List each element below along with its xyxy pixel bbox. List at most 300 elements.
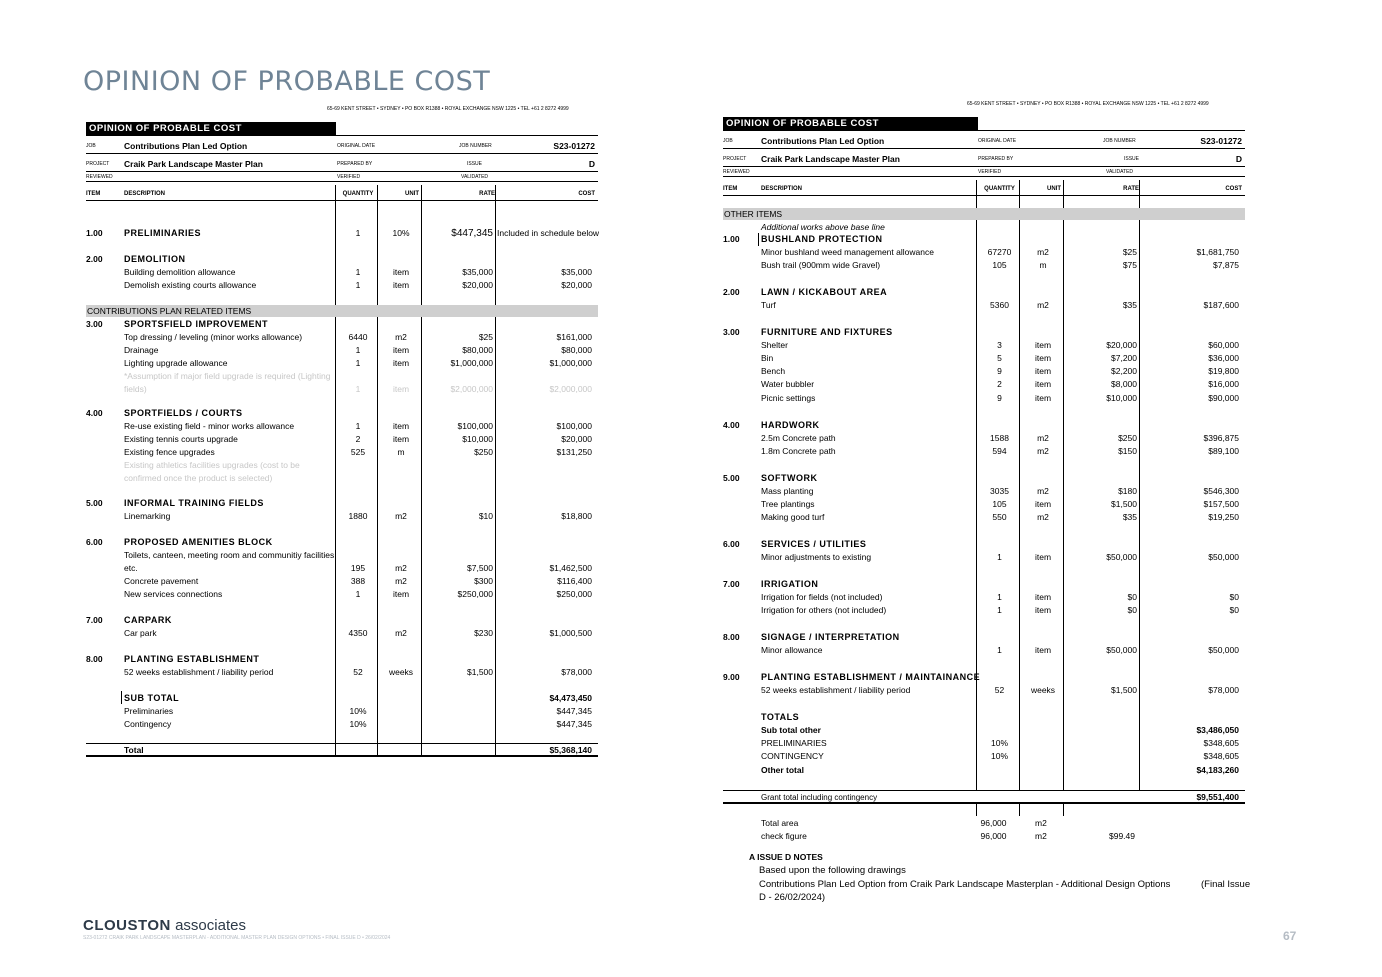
line-item-description: Existing fence upgrades xyxy=(124,447,215,457)
column-divider xyxy=(1019,804,1020,816)
meta-rule xyxy=(86,153,598,154)
column-header-description: DESCRIPTION xyxy=(124,191,166,197)
validated-label: VALIDATED xyxy=(461,174,489,180)
rate-cell: $1,500 xyxy=(467,667,493,677)
rate-cell: $100,000 xyxy=(457,421,493,431)
unit-cell: item xyxy=(1034,340,1052,350)
column-header-rule xyxy=(86,200,598,201)
column-header-quantity: QUANTITY xyxy=(342,191,374,197)
grand-total-rule xyxy=(723,790,1245,791)
line-item-description: Existing athletics facilities upgrades (cost to be xyxy=(124,460,300,470)
cost-cell: $89,100 xyxy=(1208,446,1239,456)
item-number: 8.00 xyxy=(86,654,103,664)
unit-cell: m2 xyxy=(395,563,407,573)
quantity-cell: 388 xyxy=(350,576,366,586)
item-number: 1.00 xyxy=(86,228,103,238)
item-number: 8.00 xyxy=(723,632,740,642)
rate-cell: $10 xyxy=(478,511,493,521)
rate-cell: $300 xyxy=(474,576,493,586)
contingency-label: CONTINGENCY xyxy=(761,751,824,761)
cost-cell: $396,875 xyxy=(1203,433,1239,443)
unit-cell: item xyxy=(392,267,410,277)
quantity-cell: 1 xyxy=(355,589,361,599)
section-band xyxy=(723,208,1245,220)
column-divider xyxy=(976,804,977,816)
address-line: 65-69 KENT STREET • SYDNEY • PO BOX R1388 • ROYAL EXCHANGE NSW 1225 • TEL +61 2 8272 4999 xyxy=(327,106,569,112)
quantity-cell: 5 xyxy=(997,353,1002,363)
other-total-label: Other total xyxy=(761,765,804,775)
line-item-description-cont: fields) xyxy=(124,384,147,394)
notes-line: Contributions Plan Led Option from Craik Park Landscape Masterplan - Additional Design Options xyxy=(759,879,1171,890)
cost-cell: $78,000 xyxy=(1208,685,1239,695)
rate-cell: $230 xyxy=(474,628,493,638)
quantity-cell: 1 xyxy=(355,421,361,431)
cost-cell: $100,000 xyxy=(556,421,592,431)
quantity-cell: 3035 xyxy=(990,486,1009,496)
quantity-cell: 1 xyxy=(355,384,361,394)
quantity-cell: 1 xyxy=(355,228,361,238)
cost-cell: $546,300 xyxy=(1203,486,1239,496)
unit-cell: item xyxy=(392,589,410,599)
item-number: 7.00 xyxy=(86,615,103,625)
cost-cell: $20,000 xyxy=(561,434,592,444)
line-item-description: Minor bushland weed management allowance xyxy=(761,247,934,257)
footer-logo: CLOUSTON associates xyxy=(83,917,246,934)
item-number: 5.00 xyxy=(86,498,103,508)
section-heading: IRRIGATION xyxy=(761,579,819,589)
contingency-qty: 10% xyxy=(990,751,1008,761)
line-item-description: Demolish existing courts allowance xyxy=(124,280,257,290)
item-number: 9.00 xyxy=(723,672,740,682)
rate-cell: $80,000 xyxy=(462,345,493,355)
cost-cell: $1,000,000 xyxy=(549,358,592,368)
job-value: Contributions Plan Led Option xyxy=(124,141,248,151)
cost-cell: $157,500 xyxy=(1203,499,1239,509)
meta-rule xyxy=(723,176,1245,177)
quantity-cell: 594 xyxy=(992,446,1007,456)
unit-cell: m2 xyxy=(1037,247,1049,257)
unit-cell: m2 xyxy=(1037,486,1049,496)
column-header-description: DESCRIPTION xyxy=(761,186,803,192)
rate-cell: $0 xyxy=(1127,592,1137,602)
cost-cell: $50,000 xyxy=(1208,552,1239,562)
unit-cell: item xyxy=(392,280,410,290)
section-heading: INFORMAL TRAINING FIELDS xyxy=(124,498,264,508)
address-line: 65-69 KENT STREET • SYDNEY • PO BOX R1388 • ROYAL EXCHANGE NSW 1225 • TEL +61 2 8272 4999 xyxy=(967,101,1209,107)
line-item-description: *Assumption if major field upgrade is required (Lighting xyxy=(124,371,331,381)
subtotal-cost: $4,473,450 xyxy=(549,693,592,703)
line-item-description: Minor allowance xyxy=(761,645,823,655)
check-figure-unit: m2 xyxy=(1035,831,1047,841)
cost-cell: Included in schedule below xyxy=(497,228,600,238)
section-heading: FURNITURE AND FIXTURES xyxy=(761,327,893,337)
quantity-cell: 2 xyxy=(997,379,1002,389)
unit-cell: item xyxy=(392,384,410,394)
unit-cell: weeks xyxy=(1030,685,1056,695)
unit-cell: item xyxy=(1034,393,1052,403)
line-item-description-cont: etc. xyxy=(124,563,138,573)
section-heading: PROPOSED AMENITIES BLOCK xyxy=(124,537,273,547)
project-label: PROJECT xyxy=(723,156,747,162)
preliminaries-cost: $447,345 xyxy=(556,706,592,716)
preliminaries-qty: 10% xyxy=(990,738,1008,748)
item-number: 4.00 xyxy=(723,420,740,430)
line-item-description: New services connections xyxy=(124,589,223,599)
line-item-description: Top dressing / leveling (minor works allowance) xyxy=(124,332,303,342)
contingency-cost: $447,345 xyxy=(556,719,592,729)
column-header-unit: UNIT xyxy=(1047,186,1061,192)
item-number: 6.00 xyxy=(723,539,740,549)
line-item-description: Picnic settings xyxy=(761,393,816,403)
quantity-cell: 9 xyxy=(997,393,1002,403)
heading-divider xyxy=(758,233,759,246)
line-item-description: Existing tennis courts upgrade xyxy=(124,434,238,444)
original-date-label: ORIGINAL DATE xyxy=(337,143,376,149)
rate-cell: $20,000 xyxy=(462,280,493,290)
rate-cell: $150 xyxy=(1118,446,1137,456)
column-header-rule xyxy=(723,195,1245,196)
cost-cell: $131,250 xyxy=(556,447,592,457)
rate-cell: $35 xyxy=(1122,300,1137,310)
cost-cell: $90,000 xyxy=(1208,393,1239,403)
item-number: 2.00 xyxy=(723,287,740,297)
column-header-unit: UNIT xyxy=(405,191,419,197)
section-heading: PLANTING ESTABLISHMENT xyxy=(124,654,260,664)
reviewed-label: REVIEWED xyxy=(86,174,113,180)
section-heading: SPORTFIELDS / COURTS xyxy=(124,408,243,418)
item-number: 4.00 xyxy=(86,408,103,418)
total-area-qty: 96,000 xyxy=(980,818,1007,828)
line-item-description: Bench xyxy=(761,366,786,376)
unit-cell: m2 xyxy=(1037,433,1049,443)
item-number: 2.00 xyxy=(86,254,103,264)
cost-cell: $0 xyxy=(1229,592,1239,602)
cost-cell: $16,000 xyxy=(1208,379,1239,389)
quantity-cell: 1 xyxy=(997,605,1002,615)
cost-cell: $19,250 xyxy=(1208,512,1239,522)
total-cost: $5,368,140 xyxy=(549,745,592,755)
line-item-description: Making good turf xyxy=(761,512,825,522)
cost-cell: $2,000,000 xyxy=(549,384,592,394)
unit-cell: weeks xyxy=(388,667,414,677)
line-item-description: Concrete pavement xyxy=(124,576,199,586)
unit-cell: m2 xyxy=(1037,512,1049,522)
meta-rule xyxy=(86,181,598,182)
line-item-description: Turf xyxy=(761,300,776,310)
contingency-qty: 10% xyxy=(349,719,367,729)
column-header-cost: COST xyxy=(1225,186,1242,192)
header-rule xyxy=(86,135,598,136)
cost-cell: $116,400 xyxy=(557,576,592,586)
header-bar: OPINION OF PROBABLE COST xyxy=(86,122,336,136)
unit-cell: m2 xyxy=(395,511,407,521)
line-item-description: 2.5m Concrete path xyxy=(761,433,836,443)
line-item-description: Drainage xyxy=(124,345,159,355)
rate-cell: $25 xyxy=(1122,247,1137,257)
prepared-by-label: PREPARED BY xyxy=(978,156,1014,162)
issue-value: D xyxy=(588,159,595,169)
column-divider xyxy=(1139,180,1140,790)
cost-cell: $80,000 xyxy=(561,345,592,355)
rate-cell: $250 xyxy=(474,447,493,457)
quantity-cell: 4350 xyxy=(348,628,368,638)
job-number: S23-01272 xyxy=(1200,136,1242,146)
rate-cell: $250,000 xyxy=(457,589,493,599)
section-heading: LAWN / KICKABOUT AREA xyxy=(761,287,888,297)
quantity-cell: 3 xyxy=(997,340,1002,350)
quantity-cell: 1 xyxy=(355,267,361,277)
notes-heading: A ISSUE D NOTES xyxy=(749,852,823,862)
issue-label: ISSUE xyxy=(1124,156,1140,162)
line-item-description: Irrigation for others (not included) xyxy=(761,605,887,615)
rate-cell: $0 xyxy=(1127,605,1137,615)
column-divider xyxy=(335,185,336,757)
project-value: Craik Park Landscape Master Plan xyxy=(124,159,263,169)
section-heading: SIGNAGE / INTERPRETATION xyxy=(761,632,900,642)
preliminaries-label: PRELIMINARIES xyxy=(761,738,827,748)
cost-cell: $161,000 xyxy=(556,332,592,342)
item-number: 3.00 xyxy=(723,327,740,337)
unit-cell: m2 xyxy=(395,628,407,638)
line-item-description: Water bubbler xyxy=(761,379,815,389)
quantity-cell: 1 xyxy=(997,645,1002,655)
job-number-label: JOB NUMBER xyxy=(1103,138,1136,144)
note-text: Additional works above base line xyxy=(761,222,885,232)
section-heading: SPORTSFIELD IMPROVEMENT xyxy=(124,319,269,329)
quantity-cell: 105 xyxy=(992,260,1007,270)
cost-cell: $60,000 xyxy=(1208,340,1239,350)
section-heading: SOFTWORK xyxy=(761,473,818,483)
unit-cell: item xyxy=(1034,592,1052,602)
quantity-cell: 1 xyxy=(355,280,361,290)
rate-cell: $7,200 xyxy=(1111,353,1137,363)
cost-cell: $7,875 xyxy=(1213,260,1239,270)
item-number: 7.00 xyxy=(723,579,740,589)
line-item-description: Shelter xyxy=(761,340,788,350)
subtotal-divider xyxy=(121,691,122,704)
unit-cell: item xyxy=(1034,645,1052,655)
total-label: Total xyxy=(124,745,144,755)
cost-cell: $250,000 xyxy=(556,589,592,599)
section-heading: HARDWORK xyxy=(761,420,820,430)
line-item-description: Tree plantings xyxy=(761,499,815,509)
total-bottom-rule xyxy=(86,755,598,757)
rate-cell: $1,000,000 xyxy=(450,358,493,368)
verified-label: VERIFIED xyxy=(337,174,361,180)
unit-cell: item xyxy=(1034,379,1052,389)
cost-cell: $78,000 xyxy=(561,667,592,677)
issue-label: ISSUE xyxy=(467,161,483,167)
cost-cell: $19,800 xyxy=(1208,366,1239,376)
rate-cell: $2,000,000 xyxy=(450,384,493,394)
column-divider xyxy=(1063,804,1064,816)
line-item-description: 1.8m Concrete path xyxy=(761,446,836,456)
unit-cell: item xyxy=(1034,366,1052,376)
page-number: 67 xyxy=(1283,929,1297,943)
rate-cell: $7,500 xyxy=(467,563,493,573)
line-item-description: Bush trail (900mm wide Gravel) xyxy=(761,260,881,270)
cost-cell: $20,000 xyxy=(561,280,592,290)
rate-cell: $250 xyxy=(1118,433,1137,443)
unit-cell: m xyxy=(1039,260,1047,270)
quantity-cell: 525 xyxy=(350,447,366,457)
line-item-description: 52 weeks establishment / liability period xyxy=(761,685,911,695)
preliminaries-label: Preliminaries xyxy=(124,706,174,716)
totals-heading: TOTALS xyxy=(761,712,800,722)
rate-cell: $8,000 xyxy=(1111,379,1137,389)
line-item-description: Toilets, canteen, meeting room and communitiy facilities, xyxy=(124,550,337,560)
unit-cell: m2 xyxy=(395,576,407,586)
cost-cell: $18,800 xyxy=(561,511,592,521)
subtotal-label: SUB TOTAL xyxy=(124,693,180,703)
section-heading: SERVICES / UTILITIES xyxy=(761,539,867,549)
cost-cell: $50,000 xyxy=(1208,645,1239,655)
section-band-label: CONTRIBUTIONS PLAN RELATED ITEMS xyxy=(87,306,252,316)
column-header-item: ITEM xyxy=(86,191,101,197)
original-date-label: ORIGINAL DATE xyxy=(978,138,1017,144)
line-item-description: Irrigation for fields (not included) xyxy=(761,592,883,602)
quantity-cell: 2 xyxy=(355,434,361,444)
unit-cell: 10% xyxy=(392,228,410,238)
prepared-by-label: PREPARED BY xyxy=(337,161,373,167)
column-divider xyxy=(1063,180,1064,790)
item-number: 3.00 xyxy=(86,319,103,329)
check-figure-rate: $99.49 xyxy=(1109,831,1135,841)
line-item-description: 52 weeks establishment / liability period xyxy=(124,667,274,677)
rate-cell: $10,000 xyxy=(1106,393,1137,403)
section-heading: CARPARK xyxy=(124,615,172,625)
quantity-cell: 67270 xyxy=(987,247,1012,257)
quantity-cell: 1 xyxy=(997,552,1002,562)
quantity-cell: 1880 xyxy=(348,511,368,521)
column-header-item: ITEM xyxy=(723,186,738,192)
section-band-label: OTHER ITEMS xyxy=(724,209,783,219)
line-item-description: Mass planting xyxy=(761,486,814,496)
total-area-label: Total area xyxy=(761,818,799,828)
quantity-cell: 9 xyxy=(997,366,1002,376)
column-header-rate: RATE xyxy=(479,191,495,197)
quantity-cell: 1588 xyxy=(990,433,1009,443)
page-title: OPINION OF PROBABLE COST xyxy=(83,66,491,97)
project-value: Craik Park Landscape Master Plan xyxy=(761,154,900,164)
project-label: PROJECT xyxy=(86,161,110,167)
cost-cell: $1,681,750 xyxy=(1196,247,1239,257)
preliminaries-qty: 10% xyxy=(349,706,367,716)
job-value: Contributions Plan Led Option xyxy=(761,136,885,146)
unit-cell: m2 xyxy=(395,332,407,342)
line-item-description: Lighting upgrade allowance xyxy=(124,358,228,368)
check-figure-qty: 96,000 xyxy=(980,831,1007,841)
column-header-quantity: QUANTITY xyxy=(984,186,1015,192)
header-bar: OPINION OF PROBABLE COST xyxy=(723,117,978,131)
quantity-cell: 6440 xyxy=(348,332,368,342)
unit-cell: m xyxy=(397,447,405,457)
rate-cell: $75 xyxy=(1122,260,1137,270)
rate-cell: $2,200 xyxy=(1111,366,1137,376)
column-divider xyxy=(976,180,977,790)
reviewed-label: REVIEWED xyxy=(723,169,750,175)
total-rule xyxy=(86,743,598,744)
rate-cell: $1,500 xyxy=(1111,499,1137,509)
quantity-cell: 52 xyxy=(353,667,363,677)
rate-cell: $180 xyxy=(1118,486,1137,496)
header-rule xyxy=(723,130,1245,131)
item-number: 6.00 xyxy=(86,537,103,547)
unit-cell: m2 xyxy=(1037,300,1049,310)
notes-line: Based upon the following drawings xyxy=(759,865,906,876)
quantity-cell: 1 xyxy=(355,358,361,368)
rate-cell: $25 xyxy=(478,332,493,342)
grand-total-bottom-rule xyxy=(723,802,1245,804)
rate-cell: $50,000 xyxy=(1106,645,1137,655)
validated-label: VALIDATED xyxy=(1106,169,1134,175)
unit-cell: item xyxy=(1034,353,1052,363)
rate-cell: $447,345 xyxy=(451,228,493,239)
quantity-cell: 195 xyxy=(350,563,366,573)
quantity-cell: 52 xyxy=(994,685,1005,695)
other-total-cost: $4,183,260 xyxy=(1196,765,1239,775)
grand-total-label: Grant total including contingency xyxy=(761,793,878,802)
rate-cell: $35,000 xyxy=(462,267,493,277)
quantity-cell: 1 xyxy=(355,345,361,355)
contingency-cost: $348,605 xyxy=(1203,751,1239,761)
job-number: S23-01272 xyxy=(553,141,595,151)
rate-cell: $10,000 xyxy=(462,434,493,444)
section-heading: DEMOLITION xyxy=(124,254,186,264)
unit-cell: item xyxy=(1034,605,1052,615)
total-area-unit: m2 xyxy=(1035,818,1047,828)
item-number: 5.00 xyxy=(723,473,740,483)
line-item-description: Bin xyxy=(761,353,774,363)
line-item-description-cont: confirmed once the product is selected) xyxy=(124,473,273,483)
section-heading: BUSHLAND PROTECTION xyxy=(761,234,883,244)
cost-cell: $1,462,500 xyxy=(549,563,592,573)
section-heading: PRELIMINARIES xyxy=(124,228,202,238)
unit-cell: item xyxy=(392,345,410,355)
line-item-description: Linemarking xyxy=(124,511,171,521)
rate-cell: $20,000 xyxy=(1106,340,1137,350)
unit-cell: item xyxy=(392,434,410,444)
preliminaries-cost: $348,605 xyxy=(1203,738,1239,748)
column-divider xyxy=(1019,180,1020,790)
line-item-description: Car park xyxy=(124,628,157,638)
column-header-rate: RATE xyxy=(1123,186,1139,192)
quantity-cell: 1 xyxy=(997,592,1002,602)
grand-total-cost: $9,551,400 xyxy=(1196,792,1239,802)
unit-cell: m2 xyxy=(1037,446,1049,456)
subtotal-other-label: Sub total other xyxy=(761,725,821,735)
rate-cell: $35 xyxy=(1122,512,1137,522)
section-heading: PLANTING ESTABLISHMENT / MAINTAINANCE xyxy=(761,672,981,682)
subtotal-other-cost: $3,486,050 xyxy=(1196,725,1239,735)
meta-rule xyxy=(723,148,1245,149)
cost-cell: $36,000 xyxy=(1208,353,1239,363)
job-number-label: JOB NUMBER xyxy=(459,143,492,149)
cost-cell: $35,000 xyxy=(561,267,592,277)
unit-cell: item xyxy=(392,421,410,431)
line-item-description: Minor adjustments to existing xyxy=(761,552,872,562)
quantity-cell: 5360 xyxy=(990,300,1009,310)
quantity-cell: 550 xyxy=(992,512,1007,522)
cost-cell: $187,600 xyxy=(1203,300,1239,310)
rate-cell: $1,500 xyxy=(1111,685,1137,695)
unit-cell: item xyxy=(1034,552,1052,562)
notes-line: D - 26/02/2024) xyxy=(759,892,826,903)
quantity-cell: 105 xyxy=(992,499,1007,509)
unit-cell: item xyxy=(392,358,410,368)
cost-cell: $0 xyxy=(1229,605,1239,615)
footer-subline: S23-01272 CRAIK PARK LANDSCAPE MASTERPLAN - ADDITIONAL MASTER PLAN DESIGN OPTIONS • FINAL ISSUE D • 26/02/2024 xyxy=(83,935,391,941)
